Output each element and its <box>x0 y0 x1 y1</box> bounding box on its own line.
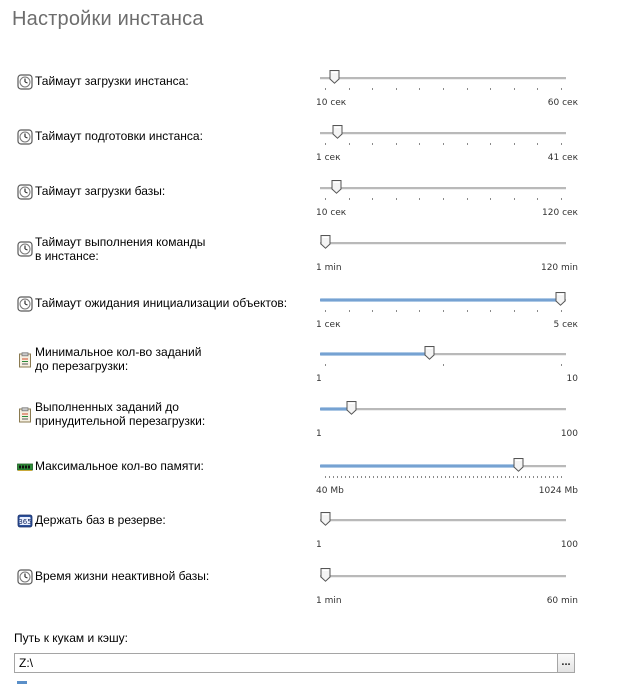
slider-tick <box>493 476 494 478</box>
slider-tick <box>467 198 468 200</box>
slider-tick <box>513 476 514 478</box>
slider-max-label: 100 <box>560 540 578 550</box>
slider-tick <box>372 88 373 90</box>
slider-track[interactable] <box>320 299 566 302</box>
slider-tick <box>525 476 526 478</box>
slider-tick <box>396 143 397 145</box>
slider-track[interactable] <box>320 465 566 468</box>
slider-tick <box>553 476 554 478</box>
slider-tick <box>325 310 326 312</box>
slider-tick <box>467 310 468 312</box>
slider-tick <box>396 198 397 200</box>
slider-tick <box>325 88 326 90</box>
slider-tick <box>485 476 486 478</box>
slider-tick <box>425 476 426 478</box>
setting-label: Таймаут загрузки базы: <box>35 184 166 198</box>
slider-tick <box>501 476 502 478</box>
slider-tick <box>409 476 410 478</box>
slider-track[interactable] <box>320 132 566 135</box>
clock-icon <box>17 74 33 90</box>
slider-fill <box>320 464 518 468</box>
slider-ticks <box>320 88 566 92</box>
slider-track[interactable] <box>320 519 566 522</box>
slider-fill <box>320 352 429 356</box>
clipboard-icon <box>17 407 33 423</box>
setting-row <box>0 178 640 228</box>
slider-tick <box>349 198 350 200</box>
slider-tick <box>514 310 515 312</box>
slider-tick <box>443 143 444 145</box>
slider-tick <box>545 476 546 478</box>
slider-tick <box>505 476 506 478</box>
setting-label: Таймаут загрузки инстанса: <box>35 74 189 88</box>
slider-tick <box>473 476 474 478</box>
slider-tick <box>372 143 373 145</box>
slider-tick <box>467 143 468 145</box>
slider-tick <box>445 476 446 478</box>
slider-tick <box>537 143 538 145</box>
setting-label: Минимальное кол-во заданий до перезагрузки: <box>35 345 202 373</box>
path-label: Путь к кукам и кэшу: <box>14 631 128 645</box>
slider-tick <box>537 310 538 312</box>
slider-tick <box>457 476 458 478</box>
setting-label: Держать баз в резерве: <box>35 513 166 527</box>
setting-label: Время жизни неактивной базы: <box>35 569 210 583</box>
slider-thumb[interactable] <box>555 292 566 306</box>
svg-text:365: 365 <box>18 518 32 526</box>
slider-tick <box>561 143 562 145</box>
slider-tick <box>469 476 470 478</box>
setting-row <box>0 290 640 340</box>
slider-max-label: 120 сек <box>542 208 578 218</box>
slider-tick <box>437 476 438 478</box>
slider-tick <box>561 364 562 366</box>
slider-tick <box>325 364 326 366</box>
clock-icon <box>17 241 33 257</box>
slider-tick <box>477 476 478 478</box>
slider-ticks <box>320 310 566 314</box>
slider-tick <box>453 476 454 478</box>
slider-tick <box>353 476 354 478</box>
setting-label: Таймаут ожидания инициализации объектов: <box>35 296 288 310</box>
slider-ticks <box>320 364 566 368</box>
slider-tick <box>349 88 350 90</box>
slider-tick <box>443 88 444 90</box>
slider-tick <box>443 198 444 200</box>
slider-tick <box>465 476 466 478</box>
slider-tick <box>373 476 374 478</box>
clock-icon <box>17 296 33 312</box>
slider-tick <box>396 88 397 90</box>
setting-row <box>0 344 640 394</box>
setting-label: Выполненных заданий до принудительной перезагрузки: <box>35 400 206 428</box>
slider-tick <box>372 310 373 312</box>
slider-tick <box>377 476 378 478</box>
slider-ticks <box>320 198 566 202</box>
slider-thumb[interactable] <box>320 235 331 249</box>
slider-tick <box>537 476 538 478</box>
slider-max-label: 60 сек <box>547 98 578 108</box>
slider-tick <box>417 476 418 478</box>
slider-tick <box>361 476 362 478</box>
slider-thumb[interactable] <box>331 180 342 194</box>
slider-tick <box>396 310 397 312</box>
slider-thumb[interactable] <box>332 125 343 139</box>
slider-min-label: 1 <box>316 429 322 439</box>
setting-row <box>0 566 640 616</box>
slider-tick <box>405 476 406 478</box>
slider-tick <box>357 476 358 478</box>
slider-thumb[interactable] <box>329 70 340 84</box>
slider-min-label: 1 <box>316 540 322 550</box>
slider-tick <box>461 476 462 478</box>
slider-tick <box>561 198 562 200</box>
slider-tick <box>509 476 510 478</box>
clipboard-icon <box>17 352 33 368</box>
slider-tick <box>481 476 482 478</box>
slider-tick <box>537 198 538 200</box>
memory-icon <box>17 459 33 475</box>
slider-tick <box>490 88 491 90</box>
slider-tick <box>549 476 550 478</box>
slider-ticks <box>320 476 566 480</box>
slider-tick <box>419 310 420 312</box>
slider-tick <box>345 476 346 478</box>
path-field <box>14 653 558 673</box>
slider-min-label: 1 min <box>316 263 342 273</box>
slider-tick <box>449 476 450 478</box>
slider-tick <box>429 476 430 478</box>
clock-icon <box>17 129 33 145</box>
slider-tick <box>397 476 398 478</box>
slider-tick <box>557 476 558 478</box>
slider-tick <box>561 310 562 312</box>
slider-min-label: 40 Mb <box>316 486 344 496</box>
slider-track[interactable] <box>320 77 566 80</box>
setting-row <box>0 510 640 560</box>
slider-track[interactable] <box>320 353 566 356</box>
slider-tick <box>325 198 326 200</box>
slider-tick <box>433 476 434 478</box>
slider-max-label: 5 сек <box>553 320 578 330</box>
setting-row <box>0 123 640 173</box>
slider-tick <box>467 88 468 90</box>
slider-tick <box>385 476 386 478</box>
slider-tick <box>561 476 562 478</box>
setting-row <box>0 233 640 283</box>
slider-tick <box>401 476 402 478</box>
slider-tick <box>537 88 538 90</box>
slider-min-label: 10 сек <box>316 98 347 108</box>
slider-tick <box>341 476 342 478</box>
slider-min-label: 10 сек <box>316 208 347 218</box>
slider-tick <box>369 476 370 478</box>
setting-row <box>0 456 640 506</box>
slider-tick <box>325 476 326 478</box>
slider-tick <box>419 143 420 145</box>
slider-min-label: 1 <box>316 374 322 384</box>
slider-track[interactable] <box>320 242 566 245</box>
slider-tick <box>381 476 382 478</box>
slider-max-label: 60 min <box>546 596 578 606</box>
slider-thumb[interactable] <box>424 346 435 360</box>
slider-tick <box>325 143 326 145</box>
slider-tick <box>419 88 420 90</box>
setting-label: Таймаут подготовки инстанса: <box>35 129 203 143</box>
slider-tick <box>333 476 334 478</box>
slider-tick <box>393 476 394 478</box>
clock-icon <box>17 569 33 585</box>
slider-tick <box>533 476 534 478</box>
slider-tick <box>489 476 490 478</box>
setting-label: Максимальное кол-во памяти: <box>35 459 204 473</box>
slider-tick <box>521 476 522 478</box>
slider-tick <box>389 476 390 478</box>
page-title: Настройки инстанса <box>12 8 204 30</box>
slider-ticks <box>320 143 566 147</box>
slider-min-label: 1 сек <box>316 320 341 330</box>
slider-tick <box>337 476 338 478</box>
slider-tick <box>541 476 542 478</box>
slider-tick <box>561 88 562 90</box>
database-icon <box>17 513 33 529</box>
slider-max-label: 100 <box>560 429 578 439</box>
slider-tick <box>529 476 530 478</box>
slider-tick <box>514 88 515 90</box>
slider-thumb[interactable] <box>320 568 331 582</box>
path-input[interactable] <box>15 654 555 672</box>
slider-tick <box>443 310 444 312</box>
slider-tick <box>329 476 330 478</box>
slider-tick <box>517 476 518 478</box>
slider-thumb[interactable] <box>346 401 357 415</box>
browse-button[interactable]: ... <box>557 653 575 673</box>
slider-thumb[interactable] <box>320 512 331 526</box>
slider-tick <box>490 198 491 200</box>
slider-tick <box>443 364 444 366</box>
slider-tick <box>490 310 491 312</box>
slider-max-label: 120 min <box>540 263 578 273</box>
slider-min-label: 1 min <box>316 596 342 606</box>
slider-min-label: 1 сек <box>316 153 341 163</box>
slider-tick <box>441 476 442 478</box>
slider-track[interactable] <box>320 575 566 578</box>
slider-max-label: 1024 Mb <box>538 486 578 496</box>
slider-tick <box>514 143 515 145</box>
slider-max-label: 10 <box>566 374 578 384</box>
slider-fill <box>320 298 560 302</box>
setting-row <box>0 399 640 449</box>
slider-tick <box>497 476 498 478</box>
slider-tick <box>413 476 414 478</box>
slider-tick <box>421 476 422 478</box>
slider-tick <box>514 198 515 200</box>
slider-tick <box>349 143 350 145</box>
slider-track[interactable] <box>320 187 566 190</box>
slider-tick <box>365 476 366 478</box>
slider-tick <box>349 476 350 478</box>
slider-tick <box>349 310 350 312</box>
slider-thumb[interactable] <box>513 458 524 472</box>
slider-tick <box>490 143 491 145</box>
slider-tick <box>419 198 420 200</box>
slider-tick <box>372 198 373 200</box>
setting-label: Таймаут выполнения команды в инстансе: <box>35 235 206 263</box>
slider-max-label: 41 сек <box>547 153 578 163</box>
clock-icon <box>17 184 33 200</box>
setting-row <box>0 68 640 118</box>
